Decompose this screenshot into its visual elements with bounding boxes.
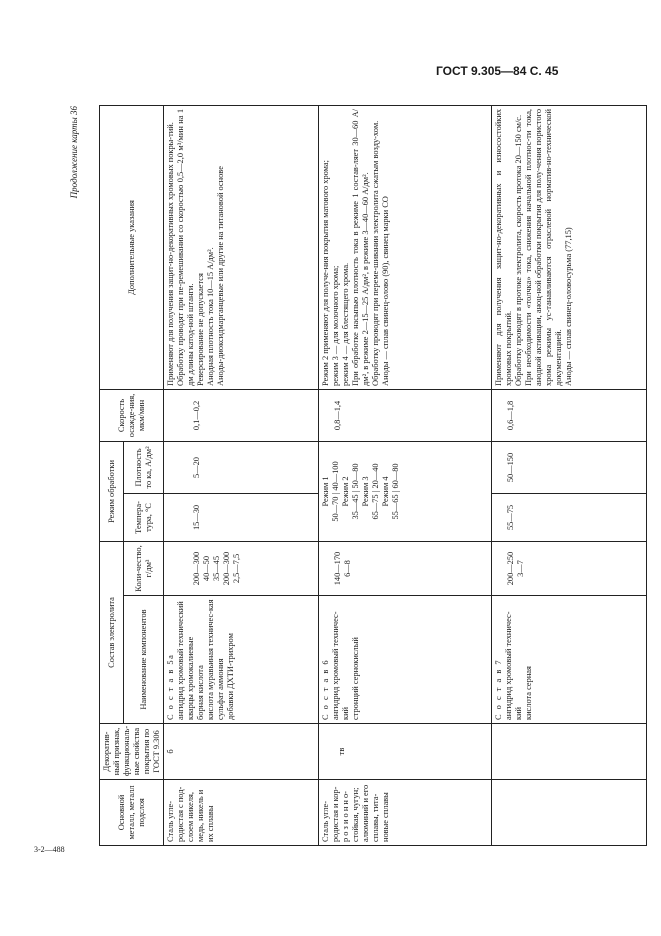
cell-deposition-rate: 0,1—0,2 bbox=[164, 389, 319, 441]
cell-components bbox=[319, 596, 492, 724]
cell-base-metal: Сталь угле-родистая с под-слоем никеля, медь, никель и их сплавы bbox=[164, 780, 319, 846]
cell-temperature: 15—30 bbox=[164, 493, 319, 541]
col-decorative: Декоратив-ный признак, функциональ-ные свойства покрытия по ГОСТ 9.306 bbox=[100, 724, 164, 780]
footer-code: 3-2—488 bbox=[34, 845, 65, 854]
cell-notes: Применяют для получения защит-но-декоративных и износостойких хромовых покрытий. Обработку проводят в протоке электролита, скорость протока 20—150 см/с. При необходимости «толчка» тока, снижения начальной плотнос-ти тока, анодной активации, аноц-ной обработки покрытия для полу-чения пористого хрома режимы ус-танавливаются отраслевой норматив-но-технической документацией. Аноды — сплав свинец-оловосурьма (77,15) bbox=[492, 105, 647, 389]
cell-components bbox=[492, 596, 647, 724]
composition-title: С о с т а в 7 bbox=[494, 658, 504, 720]
cell-notes: Режим 2 применяют для получе-ния покрытия матового хрома; режим 3 — для молочного хрома; режим 4 — для блестящего хрома. При обработке насыпью плотность тока в режиме 1 состав-ляет 30—60 А/дм², в режиме 2—15—25 А/дм², в режиме 3—40—60 А/дм². Обработку проводят при переме-шивании электролита сжатым возду-хом. Аноды — сплав свинец-олово (90), свинец марки СО bbox=[319, 105, 492, 389]
col-electrolyte-group: Состав электролита bbox=[100, 541, 124, 723]
cell-deposition-rate: 0,8—1,4 bbox=[319, 389, 492, 441]
component-list: ангидрид хромовый техничес-кий кислота серная bbox=[504, 611, 534, 720]
col-deposition-rate: Скорость осажде-ния, мкм/мин bbox=[100, 389, 164, 441]
cell-modes: Режим 1 50—70 | 40—100 Режим 2 35—45 | 50—80 Режим 3 65—75 | 20—40 Режим 4 55—65 | 60—80 bbox=[319, 441, 492, 541]
col-component-name: Наименование компонентов bbox=[124, 596, 164, 724]
composition-title: С о с т а в 6 bbox=[321, 658, 331, 720]
cell-current-density: 50—150 bbox=[492, 441, 647, 493]
col-temperature: Темпера-тура, °С bbox=[124, 493, 164, 541]
rotated-table-area bbox=[69, 106, 595, 846]
continuation-caption: Продолжение карты 36 bbox=[69, 106, 79, 199]
electrolyte-table bbox=[99, 105, 647, 846]
col-notes: Дополнительные указания bbox=[100, 105, 164, 389]
cell-components bbox=[164, 596, 319, 724]
component-list: ангидрид хромовый технический кварцы хромокалиевые борная кислота кислота муравьиная техничес-кая сульфат аммония добавки ДХТИ-трихром bbox=[176, 599, 235, 720]
col-current-density: Плотность то ка, А/дм² bbox=[124, 441, 164, 493]
table-row bbox=[492, 105, 647, 845]
cell-quantities: 200—250 3—7 bbox=[492, 541, 647, 595]
cell-quantities: 140—170 6—8 bbox=[319, 541, 492, 595]
page-header: ГОСТ 9.305—84 С. 45 bbox=[436, 64, 559, 78]
cell-base-metal: Сталь угле-родистая и кор-р о з и о н н о-стойкая, чугун; алюминий и его сплавы, тита-новые сплавы bbox=[319, 780, 492, 846]
col-base-metal: Основной металл, металл подслоя bbox=[100, 780, 164, 846]
table-row bbox=[164, 105, 319, 845]
cell-decorative: тв bbox=[319, 724, 492, 780]
header-row-1 bbox=[100, 105, 124, 845]
cell-decorative bbox=[492, 724, 647, 780]
col-mode-group: Режим обработки bbox=[100, 441, 124, 541]
composition-title: С о с т а в 5а bbox=[166, 653, 176, 720]
component-list: ангидрид хромовый техничес-кий стронций сернокислый bbox=[331, 611, 361, 720]
col-quantity: Коли-чество, г/дм³ bbox=[124, 541, 164, 595]
cell-current-density: 5—20 bbox=[164, 441, 319, 493]
cell-decorative: б bbox=[164, 724, 319, 780]
table-row bbox=[319, 105, 492, 845]
cell-quantities: 200—300 40—50 35—45 200—300 2,5—7,5 bbox=[164, 541, 319, 595]
cell-deposition-rate: 0,6—1,8 bbox=[492, 389, 647, 441]
cell-temperature: 55—75 bbox=[492, 493, 647, 541]
cell-base-metal bbox=[492, 780, 647, 846]
cell-notes: Применяют для получения защит-но-декоративных хромовых покры-тий. Обработку проводят при пе-ремешивании со скоростью 0,5—2,0 м³/мин на 1 дм длины катод-ной штанги. Реверсирование не допускается Анодная плотность тока 10—15 А/дм². Аноды-диоксидмарганцевые или другие на титановой основе bbox=[164, 105, 319, 389]
